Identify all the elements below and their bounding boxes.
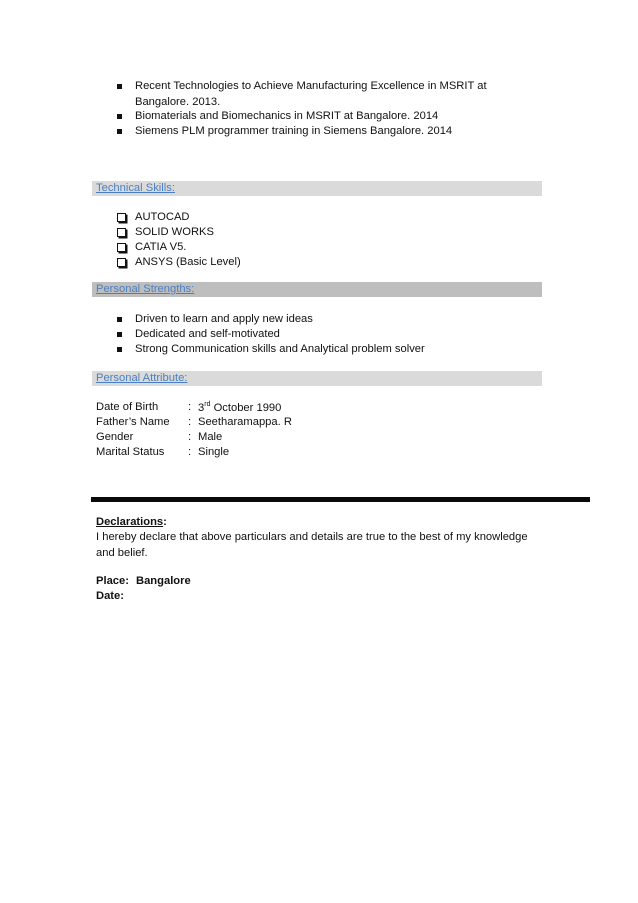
attribute-colon: :	[188, 416, 192, 428]
square-bullet-icon	[117, 332, 122, 337]
place-row	[96, 575, 191, 587]
horizontal-divider	[91, 497, 590, 502]
square-bullet-icon	[117, 114, 122, 119]
training-item	[117, 109, 557, 124]
strength-item-text: Strong Communication skills and Analytical problem solver	[135, 343, 425, 355]
date-label: Date:	[96, 590, 124, 602]
skill-item	[117, 240, 557, 255]
place-value: Bangalore	[136, 575, 191, 587]
attribute-label: Marital Status	[96, 446, 165, 458]
declaration-text: I hereby declare that above particulars and details are true to the best of my knowledge and belief.	[96, 531, 528, 559]
skill-item-text: ANSYS (Basic Level)	[135, 256, 241, 268]
attribute-row-gender	[96, 431, 496, 446]
training-item-text: Siemens PLM programmer training in Siemens Bangalore. 2014	[135, 125, 453, 137]
technical-skills-title: Technical Skills:	[96, 182, 175, 194]
attribute-colon: :	[188, 431, 192, 443]
square-bullet-icon	[117, 84, 122, 89]
square-bullet-icon	[117, 317, 122, 322]
attribute-row-fathers-name	[96, 416, 496, 431]
attribute-label: Gender	[96, 431, 134, 443]
attribute-colon: :	[188, 446, 192, 458]
skill-item	[117, 255, 557, 270]
square-bullet-icon	[117, 347, 122, 352]
skill-item-text: CATIA V5.	[135, 241, 187, 253]
square-bullet-icon	[117, 129, 122, 134]
attribute-value: Male	[198, 431, 223, 443]
strength-item	[117, 312, 557, 327]
declarations-heading-text: Declarations	[96, 516, 164, 528]
date-row	[96, 590, 124, 602]
skill-item-text: AUTOCAD	[135, 211, 190, 223]
checkbox-bullet-icon	[117, 258, 126, 267]
attribute-row-date-of-birth	[96, 401, 496, 416]
skill-item	[117, 210, 557, 225]
checkbox-bullet-icon	[117, 228, 126, 237]
training-item-text: Recent Technologies to Achieve Manufacturing Excellence in MSRIT at Bangalore. 2013.	[135, 80, 487, 108]
attribute-label: Father’s Name	[96, 416, 170, 428]
strength-item	[117, 327, 557, 342]
checkbox-bullet-icon	[117, 243, 126, 252]
checkbox-bullet-icon	[117, 213, 126, 222]
declarations-heading	[96, 516, 167, 528]
attribute-value-prefix: 3	[198, 402, 205, 414]
personal-strengths-header	[92, 282, 542, 297]
skill-item-text: SOLID WORKS	[135, 226, 214, 238]
strength-item-text: Dedicated and self-motivated	[135, 328, 280, 340]
training-item-text: Biomaterials and Biomechanics in MSRIT at Bangalore. 2014	[135, 110, 439, 122]
skill-item	[117, 225, 557, 240]
strength-item-text: Driven to learn and apply new ideas	[135, 313, 313, 325]
place-label: Place:	[96, 575, 129, 587]
attribute-label: Date of Birth	[96, 401, 159, 413]
attribute-value-superscript: rd	[204, 401, 211, 408]
attribute-value	[198, 401, 281, 414]
personal-attribute-header	[92, 371, 542, 386]
strength-item	[117, 342, 557, 357]
attribute-value-text: October 1990	[210, 402, 282, 414]
personal-attribute-title: Personal Attribute:	[96, 372, 188, 384]
training-item	[117, 79, 557, 110]
training-item	[117, 124, 557, 139]
declarations-heading-colon: :	[163, 516, 167, 528]
attribute-row-marital-status	[96, 446, 496, 461]
personal-strengths-title: Personal Strengths:	[96, 283, 195, 295]
attribute-colon: :	[188, 401, 192, 413]
attribute-value: Seetharamappa. R	[198, 416, 292, 428]
attribute-value: Single	[198, 446, 230, 458]
technical-skills-header	[92, 181, 542, 196]
